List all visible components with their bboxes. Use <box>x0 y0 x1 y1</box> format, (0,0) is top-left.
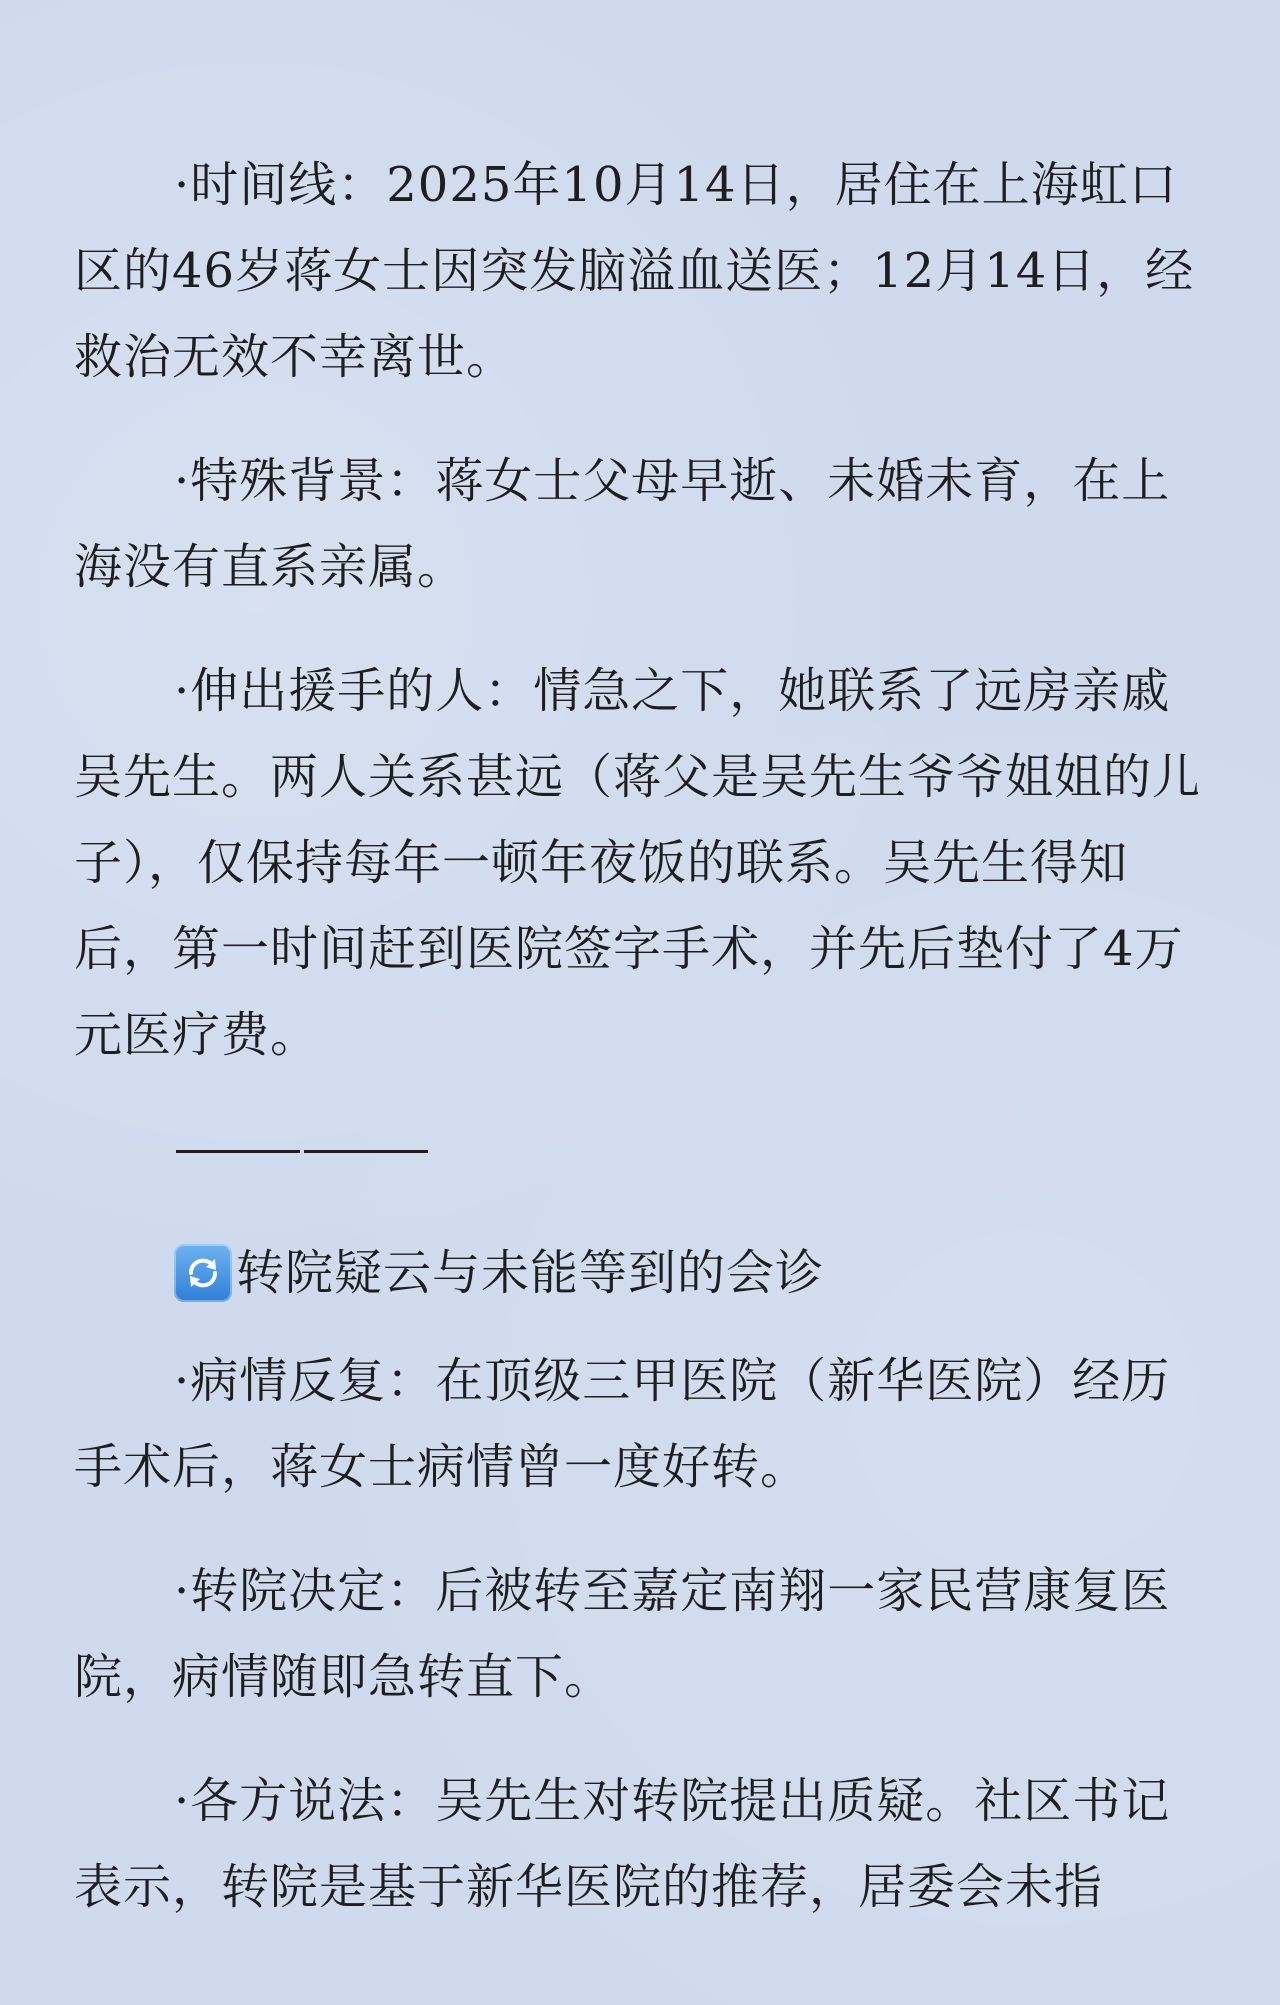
paragraph-transfer: ·转院决定：后被转至嘉定南翔一家民营康复医院，病情随即急转直下。 <box>74 1563 1171 1705</box>
section-heading-text: 转院疑云与未能等到的会诊 <box>236 1245 825 1301</box>
section-divider <box>176 1136 1212 1166</box>
divider-line-right <box>304 1150 428 1153</box>
paragraph-condition: ·病情反复：在顶级三甲医院（新华医院）经历手术后，蒋女士病情曾一度好转。 <box>74 1353 1171 1495</box>
paragraph-helper: ·伸出援手的人：情急之下，她联系了远房亲戚吴先生。两人关系甚远（蒋父是吴先生爷爷姐姐的儿子），仅保持每年一顿年夜饭的联系。吴先生得知后，第一时间赶到医院签字手术，并先后垫付了4万元医疗费。 <box>74 663 1202 1063</box>
paragraph-statements: ·各方说法：吴先生对转院提出质疑。社区书记表示，转院是基于新华医院的推荐，居委会未指 <box>74 1773 1171 1915</box>
paragraph-timeline: ·时间线：2025年10月14日，居住在上海虹口区的46岁蒋女士因突发脑溢血送医；12月14日，经救治无效不幸离世。 <box>74 157 1195 385</box>
refresh-arrows-icon <box>174 1244 232 1302</box>
section-heading <box>174 1230 1212 1316</box>
divider-line-left <box>176 1150 300 1153</box>
paragraph-background: ·特殊背景：蒋女士父母早逝、未婚未育，在上海没有直系亲属。 <box>74 453 1171 595</box>
